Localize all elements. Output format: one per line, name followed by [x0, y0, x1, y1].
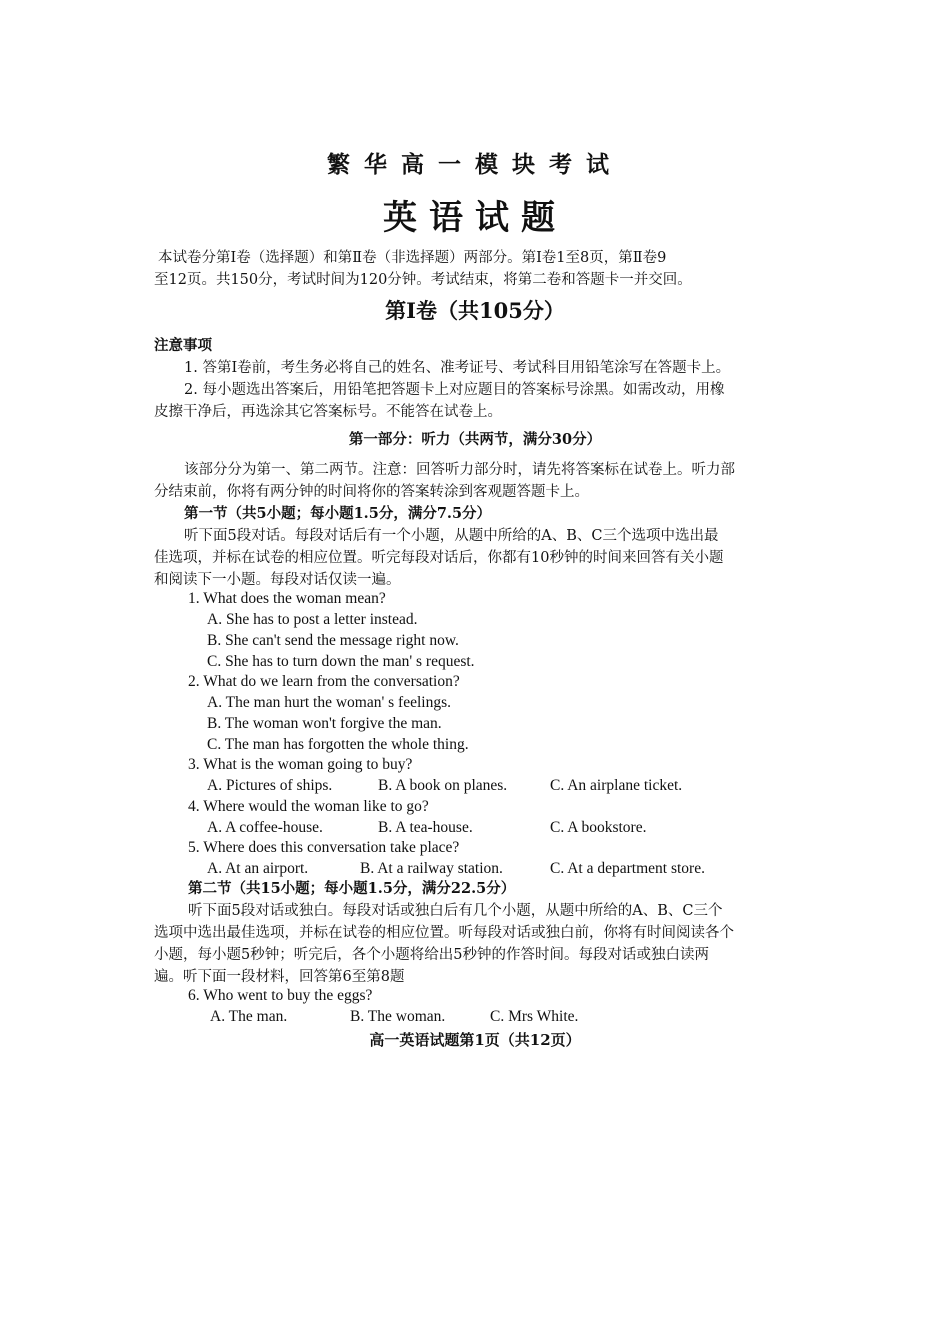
section2-instruction: 遍。听下面一段材料，回答第6至第8题 [154, 969, 405, 985]
option-a: A. She has to post a letter instead. [207, 611, 418, 628]
option-a: A. Pictures of ships. [207, 777, 333, 794]
intro-line: 本试卷分第Ⅰ卷（选择题）和第Ⅱ卷（非选择题）两部分。第Ⅰ卷1至8页，第Ⅱ卷9 [158, 250, 667, 266]
option-b: B. A tea-house. [378, 819, 473, 836]
intro-line: 至12页。共150分，考试时间为120分钟。考试结束，将第二卷和答题卡一并交回。 [154, 272, 692, 288]
option-c: C. At a department store. [550, 860, 705, 877]
option-c: C. The man has forgotten the whole thing. [207, 736, 469, 753]
notice-item: 皮擦干净后，再选涂其它答案标号。不能答在试卷上。 [154, 404, 502, 420]
section2-instruction: 听下面5段对话或独白。每段对话或独白后有几个小题，从题中所给的A、B、C三个 [188, 903, 723, 919]
question-text: 5. Where does this conversation take place? [188, 839, 460, 856]
section1-instruction: 佳选项，并标在试卷的相应位置。听完每段对话后，你都有10秒钟的时间来回答有关小题 [154, 550, 724, 566]
option-b: B. A book on planes. [378, 777, 508, 794]
option-a: A. The man. [210, 1008, 288, 1025]
volume-title: 第Ⅰ卷（共105分） [385, 298, 565, 323]
option-b: B. The woman won't forgive the man. [207, 715, 442, 732]
question-text: 1. What does the woman mean? [188, 590, 386, 607]
notice-item: 1. 答第Ⅰ卷前，考生务必将自己的姓名、准考证号、考试科目用铅笔涂写在答题卡上。 [184, 360, 731, 376]
option-a: A. At an airport. [207, 860, 309, 877]
question-text: 2. What do we learn from the conversation? [188, 673, 460, 690]
section2-heading: 第二节（共15小题；每小题1.5分，满分22.5分） [188, 880, 516, 897]
section1-instruction: 和阅读下一小题。每段对话仅读一遍。 [154, 572, 401, 588]
notice-item: 2. 每小题选出答案后，用铅笔把答题卡上对应题目的答案标号涂黑。如需改动，用橡 [184, 382, 725, 398]
part1-intro-line: 分结束前，你将有两分钟的时间将你的答案转涂到客观题答题卡上。 [154, 484, 589, 500]
option-c: C. She has to turn down the man' s request. [207, 653, 475, 670]
section1-heading: 第一节（共5小题；每小题1.5分，满分7.5分） [184, 505, 492, 522]
option-b: B. She can't send the message right now. [207, 632, 459, 649]
option-c: C. Mrs White. [490, 1008, 579, 1025]
question-text: 3. What is the woman going to buy? [188, 756, 413, 773]
section2-instruction: 小题，每小题5秒钟；听完后，各个小题将给出5秒钟的作答时间。每段对话或独白读两 [154, 947, 709, 963]
option-a: A. A coffee-house. [207, 819, 323, 836]
page-footer: 高一英语试题第1页（共12页） [369, 1031, 581, 1049]
notice-heading: 注意事项 [154, 337, 212, 354]
option-b: B. At a railway station. [360, 860, 503, 877]
exam-subtitle: 繁华高一模块考试 [327, 151, 623, 178]
part1-heading: 第一部分：听力（共两节，满分30分） [348, 431, 602, 448]
section1-instruction: 听下面5段对话。每段对话后有一个小题，从题中所给的A、B、C三个选项中选出最 [184, 528, 719, 544]
question-text: 4. Where would the woman like to go? [188, 798, 429, 815]
option-a: A. The man hurt the woman' s feelings. [207, 694, 451, 711]
part1-intro-line: 该部分分为第一、第二两节。注意：回答听力部分时，请先将答案标在试卷上。听力部 [184, 462, 735, 478]
section2-instruction: 选项中选出最佳选项，并标在试卷的相应位置。听每段对话或独白前，你将有时间阅读各个 [154, 925, 734, 941]
question-text: 6. Who went to buy the eggs? [188, 987, 373, 1004]
option-b: B. The woman. [350, 1008, 446, 1025]
option-c: C. An airplane ticket. [550, 777, 683, 794]
exam-title: 英语试题 [383, 198, 567, 238]
option-c: C. A bookstore. [550, 819, 647, 836]
